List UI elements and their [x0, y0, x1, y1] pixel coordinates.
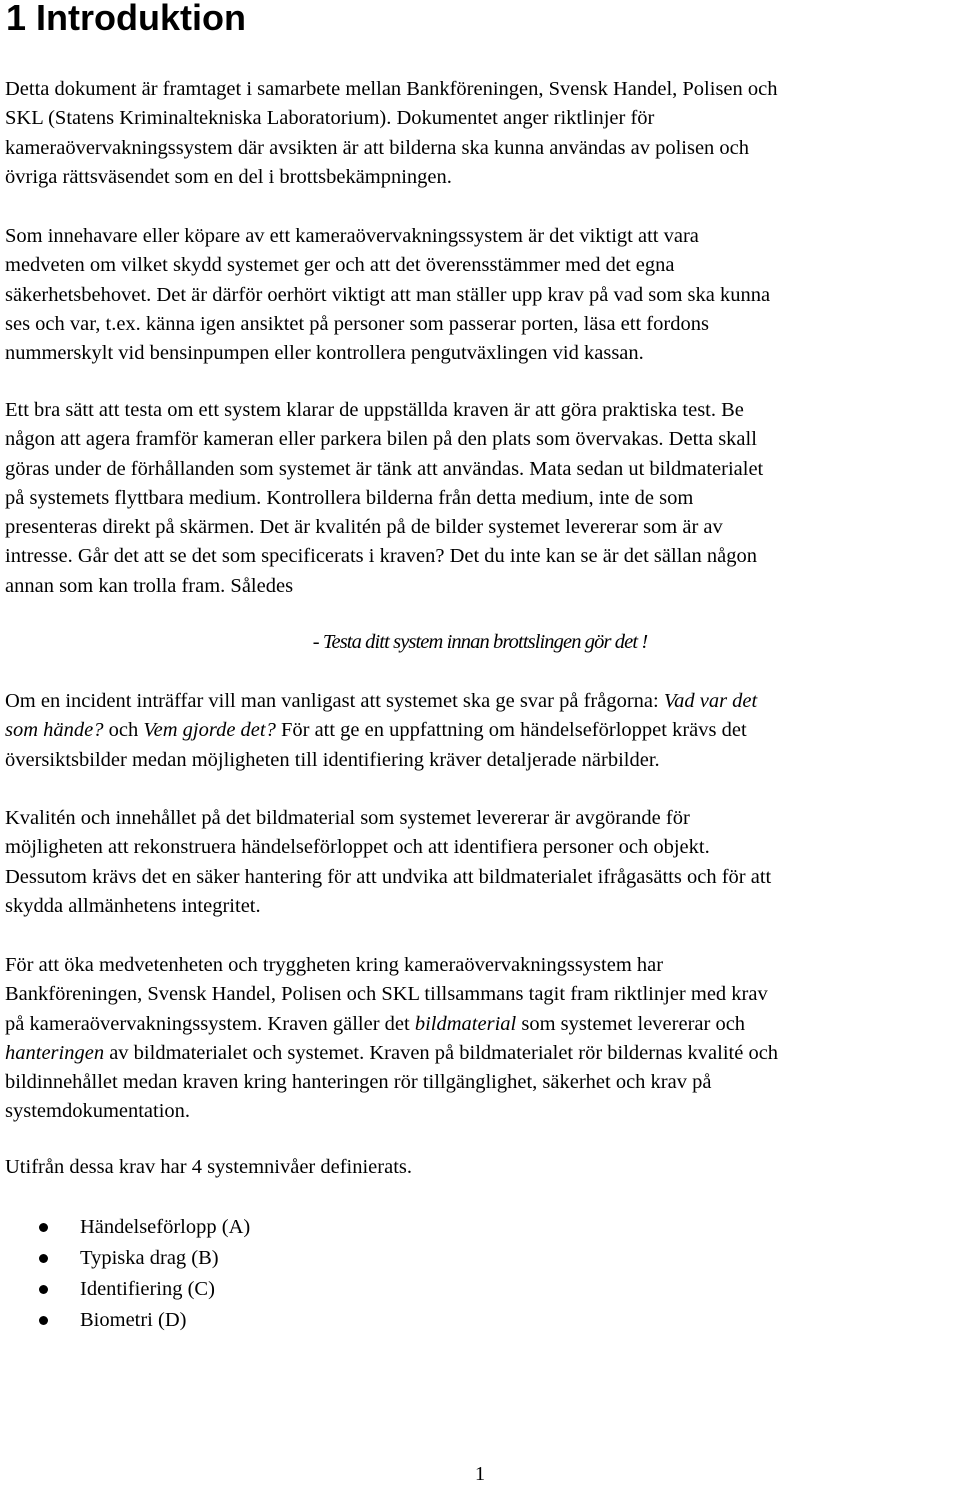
text-line: övriga rättsväsendet som en del i brottsbekämpningen.: [5, 165, 452, 188]
list-item-label: Biometri (D): [80, 1309, 187, 1331]
text-line: översiktsbilder medan möjligheten till identifiering kräver detaljerade närbilder.: [5, 748, 660, 771]
text-line: skydda allmänhetens integritet.: [5, 894, 261, 917]
text-line: bildinnehållet medan kraven kring hanteringen rör tillgänglighet, säkerhet och krav på: [5, 1071, 712, 1094]
text-line: SKL (Statens Kriminaltekniska Laboratorium). Dokumentet anger riktlinjer för: [5, 107, 655, 130]
italic-term: hanteringen: [5, 1041, 105, 1064]
text-line: Dessutom krävs det en säker hantering för att undvika att bildmaterialet ifrågasätts och för att: [5, 865, 772, 888]
paragraph-testing: [5, 396, 763, 601]
text-line: kameraövervakningssystem där avsikten är att bilderna ska kunna användas av polisen och: [5, 136, 750, 159]
text-segment: För att ge en uppfattning om händelseförloppet krävs det: [275, 719, 747, 742]
italic-term: bildmaterial: [414, 1012, 517, 1035]
text-line: Bankföreningen, Svensk Handel, Polisen och SKL tillsammans tagit fram riktlinjer med krav: [5, 983, 768, 1006]
text-line: möjligheten att rekonstruera händelseförloppet och att identifiera personer och objekt.: [5, 836, 710, 859]
text-line: Detta dokument är framtaget i samarbete mellan Bankföreningen, Svensk Handel, Polisen och: [5, 78, 778, 100]
text-line: [5, 1010, 778, 1039]
text-line: någon att agera framför kameran eller parkera bilen på den plats som övervakas. Detta skall: [5, 428, 757, 451]
text-line: annan som kan trolla fram. Således: [5, 574, 294, 597]
text-line: nummerskylt vid bensinpumpen eller kontrollera pengutväxlingen vid kassan.: [5, 342, 644, 365]
text-line: [5, 687, 757, 716]
list-item-label: Händelseförlopp (A): [80, 1216, 251, 1238]
bullet-icon: [39, 1223, 48, 1232]
text-segment: som systemet levererar och: [516, 1012, 746, 1035]
bullet-icon: [39, 1254, 48, 1263]
text-line: [5, 1039, 778, 1068]
italic-question: som hände?: [5, 719, 104, 742]
paragraph-quality: [5, 804, 771, 921]
bullet-icon: [39, 1316, 48, 1325]
paragraph-requirements: [5, 222, 770, 368]
text-line: Ett bra sätt att testa om ett system klarar de uppställda kraven är att göra praktiska test. Be: [5, 399, 744, 421]
text-line: Som innehavare eller köpare av ett kameraövervakningssystem är det viktigt att vara: [5, 225, 699, 247]
text-line: intresse. Går det att se det som specificerats i kraven? Det du inte kan se är det sällan någon: [5, 545, 757, 568]
section-heading: 1 Introduktion: [6, 0, 246, 38]
text-segment: på kameraövervakningssystem. Kraven gäller det: [5, 1012, 415, 1035]
paragraph-guidelines: [5, 951, 778, 1127]
text-segment: och: [103, 719, 144, 742]
text-line: Utifrån dessa krav har 4 systemnivåer definierats.: [5, 1156, 413, 1178]
text-line: För att öka medvetenheten och tryggheten kring kameraövervakningssystem har: [5, 954, 664, 976]
italic-question: Vad var det: [663, 690, 758, 712]
text-line: göras under de förhållanden som systemet är tänk att användas. Mata sedan ut bildmaterialet: [5, 457, 764, 480]
text-line: [5, 716, 757, 745]
paragraph-levels-intro: [5, 1153, 412, 1182]
text-line: systemdokumentation.: [5, 1100, 191, 1123]
text-line: presenteras direkt på skärmen. Det är kvalitén på de bilder systemet levererar som är av: [5, 516, 723, 539]
text-line: på systemets flyttbara medium. Kontrollera bilderna från detta medium, inte de som: [5, 486, 694, 509]
text-segment: av bildmaterialet och systemet. Kraven på bildmaterialet rör bildernas kvalité och: [104, 1041, 779, 1064]
paragraph-intro: [5, 75, 778, 192]
text-line: medveten om vilket skydd systemet ger och att det överensstämmer med det egna: [5, 254, 675, 277]
text-line: Kvalitén och innehållet på det bildmaterial som systemet levererar är avgörande för: [5, 807, 690, 829]
list-item-label: Identifiering (C): [80, 1278, 215, 1300]
highlighted-quote: - Testa ditt system innan brottslingen gör det !: [312, 631, 648, 653]
bullet-icon: [39, 1285, 48, 1294]
text-line: ses och var, t.ex. känna igen ansiktet på personer som passerar porten, läsa ett fordons: [5, 312, 709, 335]
text-line: säkerhetsbehovet. Det är därför oerhört viktigt att man ställer upp krav på vad som ska kunna: [5, 283, 771, 306]
paragraph-incident: [5, 687, 757, 775]
page-number: 1: [474, 1463, 486, 1485]
italic-question: Vem gjorde det?: [143, 719, 276, 742]
list-item-label: Typiska drag (B): [80, 1247, 219, 1269]
text-segment: Om en incident inträffar vill man vanligast att systemet ska ge svar på frågorna:: [5, 690, 664, 712]
